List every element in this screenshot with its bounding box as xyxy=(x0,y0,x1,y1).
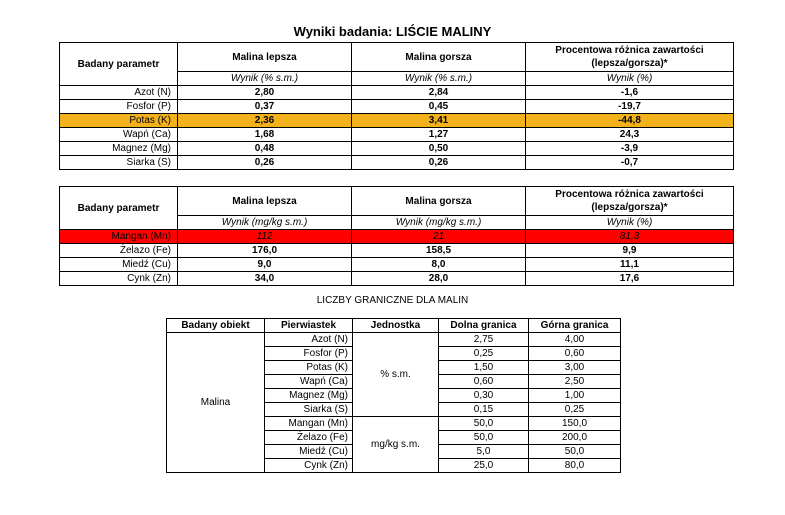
header-better: Malina lepsza xyxy=(178,43,352,72)
row-worse: 0,45 xyxy=(352,100,526,114)
table-row xyxy=(60,142,734,156)
header-worse: Malina gorsza xyxy=(352,187,526,216)
row-worse: 28,0 xyxy=(352,272,526,286)
unit-diff: Wynik (%) xyxy=(526,72,734,86)
page-title: Wyniki badania: LIŚCIE MALINY xyxy=(293,24,492,39)
row-high: 1,00 xyxy=(529,389,621,403)
micro-results-table xyxy=(59,186,734,286)
row-high: 4,00 xyxy=(529,333,621,347)
row-diff: 24,3 xyxy=(526,128,734,142)
header-object: Badany obiekt xyxy=(167,319,265,333)
row-low: 0,15 xyxy=(439,403,529,417)
header-param: Badany parametr xyxy=(60,187,178,230)
row-param: Magnez (Mg) xyxy=(60,142,178,156)
row-high: 0,25 xyxy=(529,403,621,417)
micro-rows xyxy=(60,230,734,286)
unit-better: Wynik (mg/kg s.m.) xyxy=(178,216,352,230)
row-high: 200,0 xyxy=(529,431,621,445)
table-row xyxy=(167,333,621,347)
row-better: 2,80 xyxy=(178,86,352,100)
table-row xyxy=(60,258,734,272)
header-diff-line1: Procentowa różnica zawartości xyxy=(555,45,704,56)
row-element: Cynk (Zn) xyxy=(265,459,353,473)
header-worse: Malina gorsza xyxy=(352,43,526,72)
row-better: 0,48 xyxy=(178,142,352,156)
row-param: Siarka (S) xyxy=(60,156,178,170)
row-param: Wapń (Ca) xyxy=(60,128,178,142)
row-worse: 0,26 xyxy=(352,156,526,170)
row-diff: -19,7 xyxy=(526,100,734,114)
header-element: Pierwiastek xyxy=(265,319,353,333)
row-better: 176,0 xyxy=(178,244,352,258)
row-better: 0,37 xyxy=(178,100,352,114)
row-diff: -3,9 xyxy=(526,142,734,156)
row-diff: -1,6 xyxy=(526,86,734,100)
row-diff: 11,1 xyxy=(526,258,734,272)
row-element: Azot (N) xyxy=(265,333,353,347)
row-param: Azot (N) xyxy=(60,86,178,100)
row-param: Cynk (Zn) xyxy=(60,272,178,286)
table-row xyxy=(60,156,734,170)
header-diff xyxy=(526,187,734,216)
unit-diff: Wynik (%) xyxy=(526,216,734,230)
row-element: Miedź (Cu) xyxy=(265,445,353,459)
row-element: Fosfor (P) xyxy=(265,347,353,361)
row-element: Siarka (S) xyxy=(265,403,353,417)
header-high: Górna granica xyxy=(529,319,621,333)
row-diff: 81,3 xyxy=(526,230,734,244)
row-param: Fosfor (P) xyxy=(60,100,178,114)
row-element: Magnez (Mg) xyxy=(265,389,353,403)
row-worse: 21 xyxy=(352,230,526,244)
row-high: 150,0 xyxy=(529,417,621,431)
row-diff: -44,8 xyxy=(526,114,734,128)
row-low: 50,0 xyxy=(439,417,529,431)
row-high: 80,0 xyxy=(529,459,621,473)
header-diff-line1: Procentowa różnica zawartości xyxy=(555,189,704,200)
row-better: 9,0 xyxy=(178,258,352,272)
row-diff: 17,6 xyxy=(526,272,734,286)
header-better: Malina lepsza xyxy=(178,187,352,216)
row-param: Mangan (Mn) xyxy=(60,230,178,244)
table-row xyxy=(60,272,734,286)
row-diff: 9,9 xyxy=(526,244,734,258)
header-low: Dolna granica xyxy=(439,319,529,333)
row-low: 2,75 xyxy=(439,333,529,347)
row-low: 25,0 xyxy=(439,459,529,473)
unit-mg-cell: mg/kg s.m. xyxy=(353,417,439,473)
row-worse: 0,50 xyxy=(352,142,526,156)
header-diff-line2: (lepsza/gorsza)* xyxy=(591,202,668,213)
table-row xyxy=(60,86,734,100)
row-worse: 8,0 xyxy=(352,258,526,272)
row-element: Potas (K) xyxy=(265,361,353,375)
header-diff xyxy=(526,43,734,72)
row-worse: 3,41 xyxy=(352,114,526,128)
row-diff: -0,7 xyxy=(526,156,734,170)
object-cell: Malina xyxy=(167,333,265,473)
row-high: 3,00 xyxy=(529,361,621,375)
row-low: 0,25 xyxy=(439,347,529,361)
row-better: 112 xyxy=(178,230,352,244)
row-low: 0,30 xyxy=(439,389,529,403)
header-diff-line2: (lepsza/gorsza)* xyxy=(591,58,668,69)
row-better: 0,26 xyxy=(178,156,352,170)
row-better: 1,68 xyxy=(178,128,352,142)
row-high: 50,0 xyxy=(529,445,621,459)
table-row xyxy=(60,230,734,244)
limits-table xyxy=(166,318,621,473)
row-better: 2,36 xyxy=(178,114,352,128)
row-low: 0,60 xyxy=(439,375,529,389)
unit-better: Wynik (% s.m.) xyxy=(178,72,352,86)
row-low: 50,0 xyxy=(439,431,529,445)
table-row xyxy=(60,244,734,258)
unit-pct-cell: % s.m. xyxy=(353,333,439,417)
row-better: 34,0 xyxy=(178,272,352,286)
table-row xyxy=(60,114,734,128)
macro-results-table xyxy=(59,42,734,170)
row-element: Mangan (Mn) xyxy=(265,417,353,431)
row-high: 0,60 xyxy=(529,347,621,361)
table-row xyxy=(60,128,734,142)
row-worse: 2,84 xyxy=(352,86,526,100)
unit-worse: Wynik (% s.m.) xyxy=(352,72,526,86)
row-param: Miedź (Cu) xyxy=(60,258,178,272)
row-param: Potas (K) xyxy=(60,114,178,128)
row-element: Żelazo (Fe) xyxy=(265,431,353,445)
macro-rows xyxy=(60,86,734,170)
row-low: 5,0 xyxy=(439,445,529,459)
unit-worse: Wynik (mg/kg s.m.) xyxy=(352,216,526,230)
row-worse: 1,27 xyxy=(352,128,526,142)
limits-rows xyxy=(167,333,621,473)
row-worse: 158,5 xyxy=(352,244,526,258)
limits-heading: LICZBY GRANICZNE DLA MALIN xyxy=(316,295,469,306)
row-high: 2,50 xyxy=(529,375,621,389)
header-param: Badany parametr xyxy=(60,43,178,86)
row-param: Żelazo (Fe) xyxy=(60,244,178,258)
row-low: 1,50 xyxy=(439,361,529,375)
table-row xyxy=(60,100,734,114)
header-unit: Jednostka xyxy=(353,319,439,333)
row-element: Wapń (Ca) xyxy=(265,375,353,389)
